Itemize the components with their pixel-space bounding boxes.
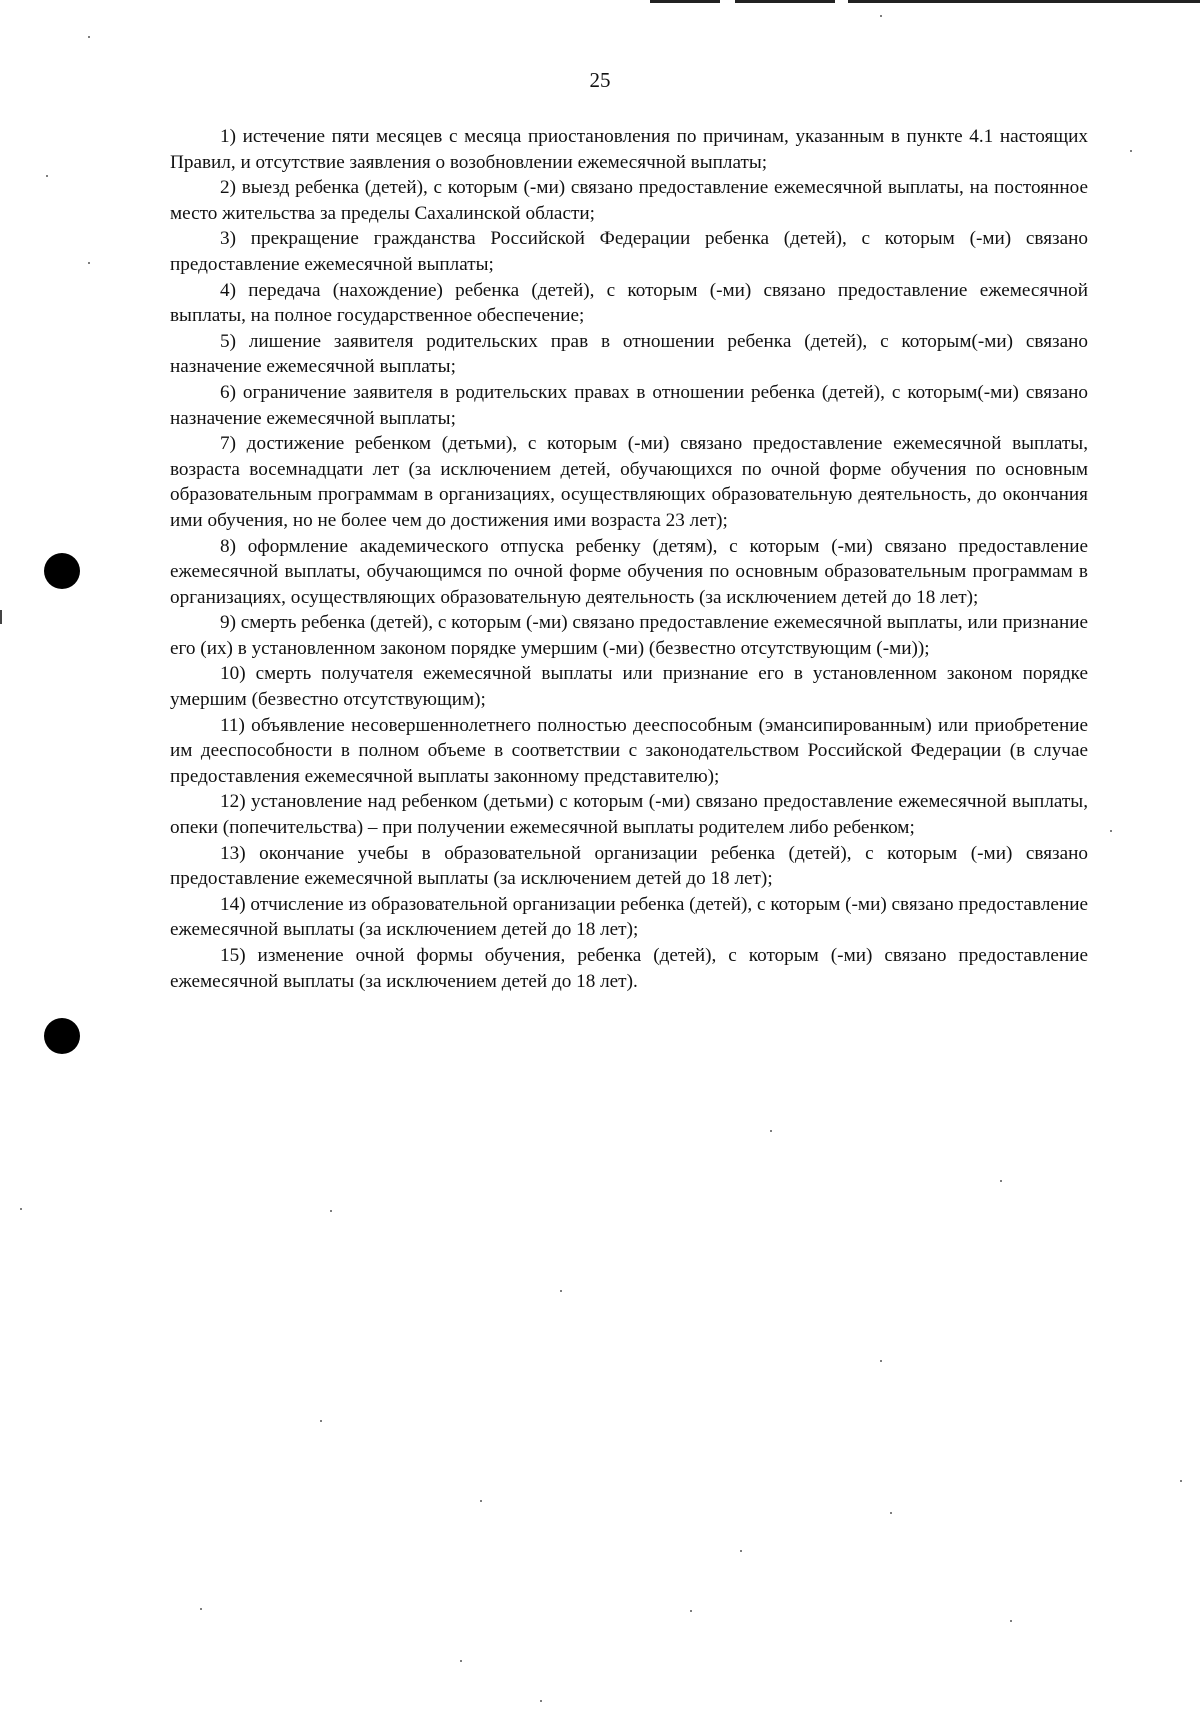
list-item: 3) прекращение гражданства Российской Федерации ребенка (детей), с которым (-ми) связано предоставление ежемесячной выплаты;	[170, 228, 1088, 275]
scan-speck	[1000, 1180, 1002, 1182]
scan-speck	[1130, 150, 1132, 152]
scan-speck	[1010, 1620, 1012, 1622]
scan-speck	[200, 1608, 202, 1610]
list-item: 4) передача (нахождение) ребенка (детей), с которым (-ми) связано предоставление ежемесячной выплаты, на полное государственное обеспечение;	[170, 279, 1088, 327]
document-body	[170, 124, 1088, 994]
scan-edge-mark	[650, 0, 720, 3]
punch-hole	[44, 553, 80, 589]
scan-speck	[770, 1130, 772, 1132]
scan-speck	[560, 1290, 562, 1292]
scan-speck	[890, 1512, 892, 1514]
page-number: 25	[589, 68, 611, 92]
list-item: 5) лишение заявителя родительских прав в отношении ребенка (детей), с которым(-ми) связано назначение ежемесячной выплаты;	[170, 330, 1088, 378]
scan-speck	[88, 262, 90, 264]
scan-speck	[330, 1210, 332, 1212]
list-item: 8) оформление академического отпуска ребенку (детям), с которым (-ми) связано предоставление ежемесячной выплаты, обучающимся по очной форме обучения по основным образовательным программам в организациях, осуществляющих образовательную деятельность (за исключением детей до 18 лет);	[170, 535, 1088, 608]
scan-speck	[480, 1500, 482, 1502]
scan-speck	[880, 15, 882, 17]
scan-speck	[740, 1550, 742, 1552]
scan-speck	[880, 1360, 882, 1362]
list-item: 14) отчисление из образовательной организации ребенка (детей), с которым (-ми) связано предоставление ежемесячной выплаты (за исключением детей до 18 лет);	[170, 893, 1088, 941]
list-item: 6) ограничение заявителя в родительских правах в отношении ребенка (детей), с которым(-ми) связано назначение ежемесячной выплаты;	[170, 381, 1088, 429]
scan-speck	[320, 1420, 322, 1422]
scan-speck	[46, 175, 48, 177]
scan-speck	[1180, 1480, 1182, 1482]
list-item: 13) окончание учебы в образовательной организации ребенка (детей), с которым (-ми) связано предоставление ежемесячной выплаты (за исключением детей до 18 лет);	[170, 842, 1088, 890]
scan-edge-mark	[848, 0, 1200, 3]
list-item: 12) установление над ребенком (детьми) с которым (-ми) связано предоставление ежемесячной выплаты, опеки (попечительства) – при получении ежемесячной выплаты родителем либо ребенком;	[170, 791, 1088, 839]
list-item: 2) выезд ребенка (детей), с которым (-ми) связано предоставление ежемесячной выплаты, на постоянное место жительства за пределы Сахалинской области;	[170, 177, 1088, 224]
scan-speck	[540, 1700, 542, 1702]
scan-edge-mark	[735, 0, 835, 3]
list-item: 7) достижение ребенком (детьми), с которым (-ми) связано предоставление ежемесячной выплаты, возраста восемнадцати лет (за исключением детей, обучающихся по очной форме обучения по основным образовательным программам в организациях, осуществляющих образовательную деятельность, до окончания ими обучения, но не более чем до достижения ими возраста 23 лет);	[170, 433, 1088, 531]
scan-speck	[460, 1660, 462, 1662]
scan-edge-mark	[0, 610, 2, 624]
scan-speck	[88, 36, 90, 38]
scan-speck	[20, 1208, 22, 1210]
list-item: 15) изменение очной формы обучения, ребенка (детей), с которым (-ми) связано предоставление ежемесячной выплаты (за исключением детей до 18 лет).	[170, 945, 1088, 992]
list-item: 11) объявление несовершеннолетнего полностью дееспособным (эмансипированным) или приобретение им дееспособности в полном объеме в соответствии с законодательством Российской Федерации (в случае предоставления ежемесячной выплаты законному представителю);	[170, 714, 1088, 787]
punch-hole	[44, 1018, 80, 1054]
scan-speck	[1110, 830, 1112, 832]
list-item: 1) истечение пяти месяцев с месяца приостановления по причинам, указанным в пункте 4.1 настоящих Правил, и отсутствие заявления о возобновлении ежемесячной выплаты;	[170, 126, 1088, 173]
list-item: 9) смерть ребенка (детей), с которым (-ми) связано предоставление ежемесячной выплаты, или признание его (их) в установленном законом порядке умершим (-ми) (безвестно отсутствующим (-ми));	[170, 612, 1088, 659]
scan-speck	[690, 1610, 692, 1612]
list-item: 10) смерть получателя ежемесячной выплаты или признание его в установленном законом порядке умершим (безвестно отсутствующим);	[170, 663, 1088, 711]
